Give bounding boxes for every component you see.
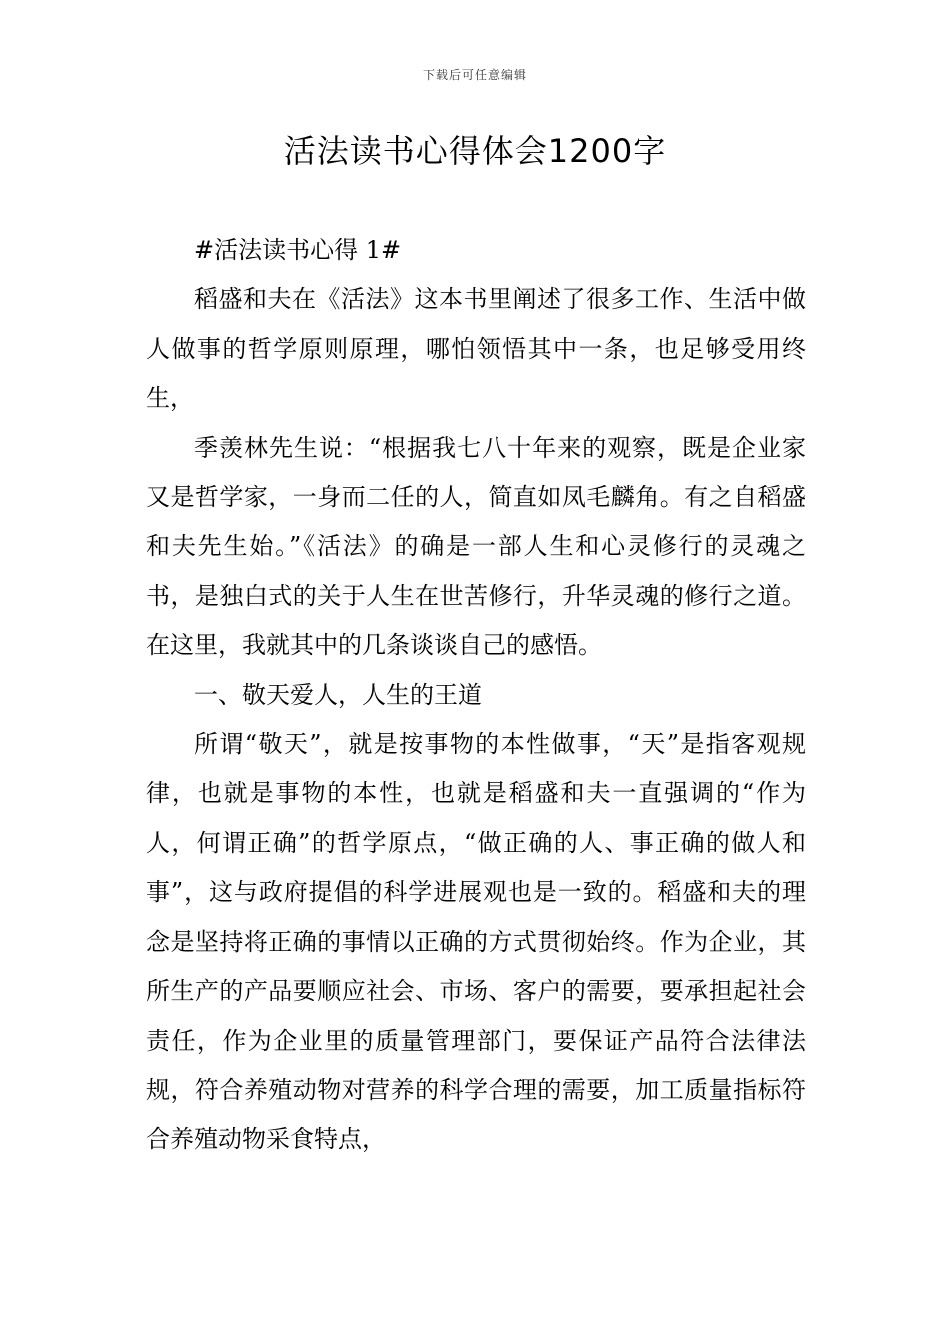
document-title: 活法读书心得体会1200字 — [283, 132, 667, 170]
document-body — [146, 226, 806, 1165]
paragraph: 季羡林先生说：“根据我七八十年来的观察，既是企业家又是哲学家，一身而二任的人，简直如凤毛麟角。有之自稻盛和夫先生始。”《活法》的确是一部人生和心灵修行的灵魂之书，是独白式的关于人生在世苦修行，升华灵魂的修行之道。在这里，我就其中的几条谈谈自己的感悟。 — [146, 433, 806, 660]
paragraph: 稻盛和夫在《活法》这本书里阐述了很多工作、生活中做人做事的哲学原则原理，哪怕领悟其中一条，也足够受用终生， — [146, 285, 806, 413]
paragraph-section-marker: #活法读书心得 1# — [194, 236, 402, 264]
header-note: 下载后可任意编辑 — [422, 68, 527, 82]
paragraph-heading: 一、敬天爱人，人生的王道 — [194, 680, 482, 709]
paragraph: 所谓“敬天”，就是按事物的本性做事，“天”是指客观规律，也就是事物的本性，也就是稻盛和夫一直强调的“作为人，何谓正确”的哲学原点，“做正确的人、事正确的做人和事”，这与政府提倡的科学进展观也是一致的。稻盛和夫的理念是坚持将正确的事情以正确的方式贯彻始终。作为企业，其所生产的产品要顺应社会、市场、客户的需要，要承担起社会责任，作为企业里的质量管理部门，要保证产品符合法律法规，符合养殖动物对营养的科学合理的需要，加工质量指标符合养殖动物采食特点， — [146, 730, 806, 1154]
